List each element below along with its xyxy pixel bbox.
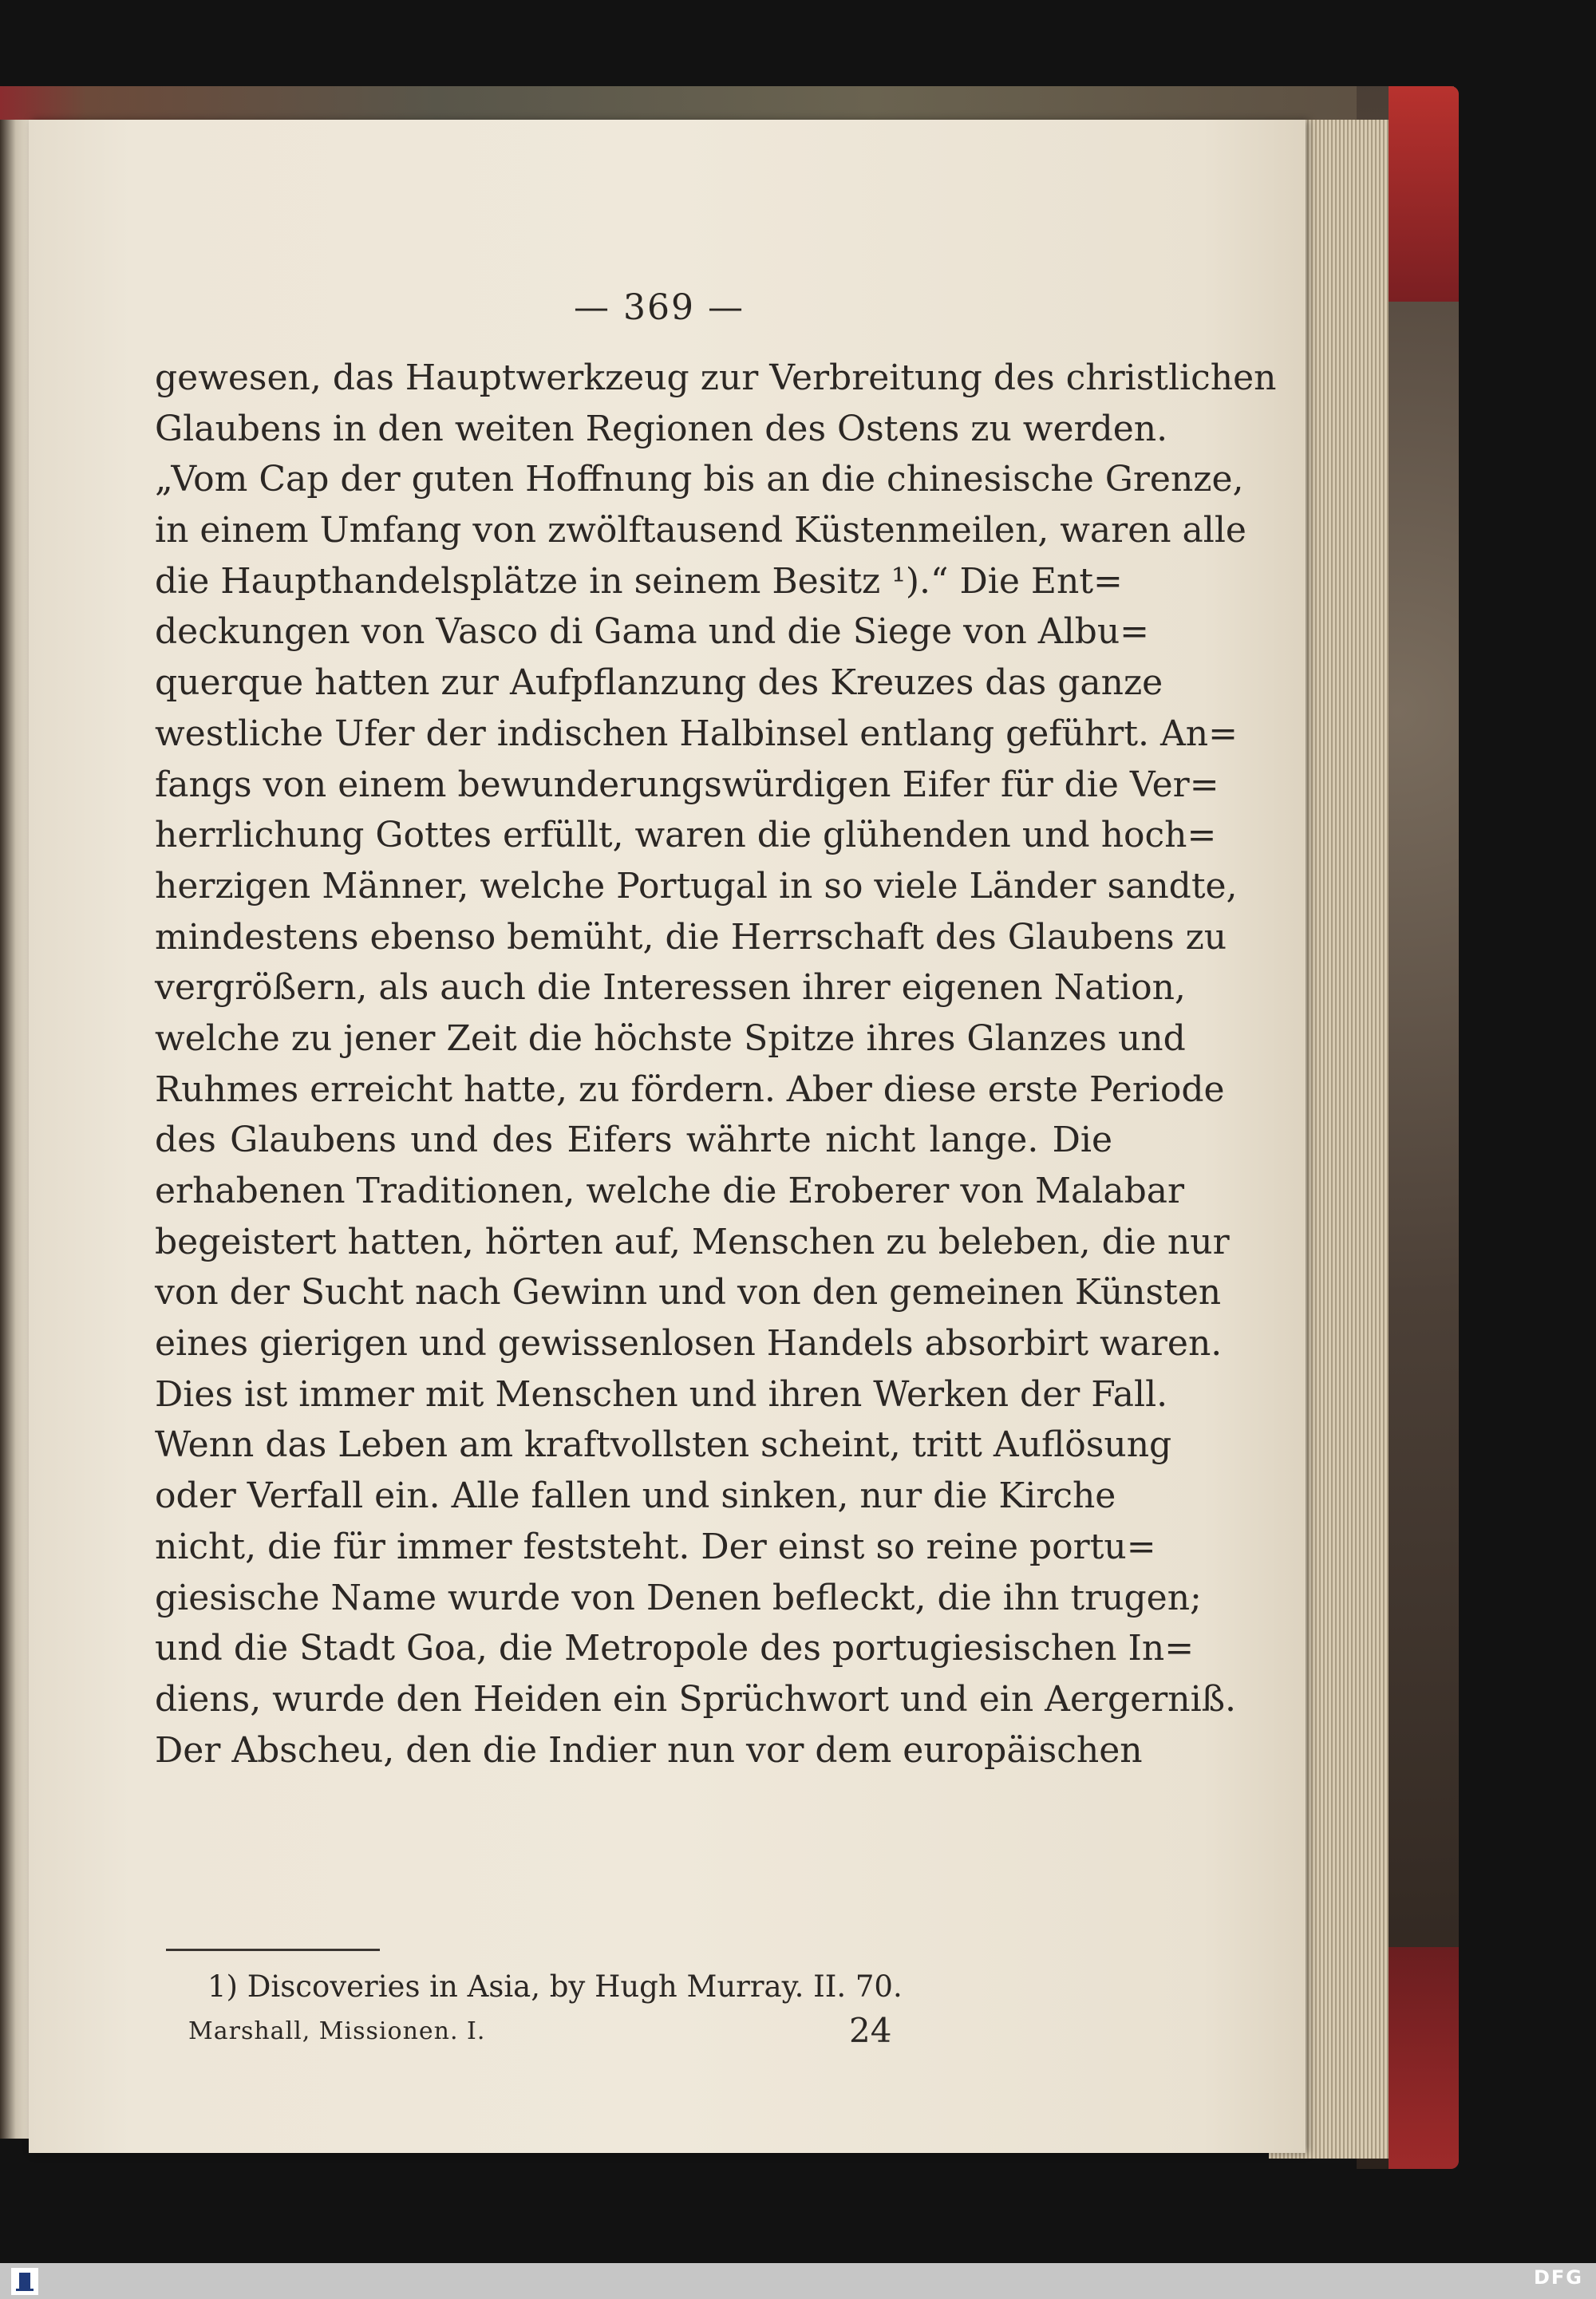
text-line: und die Stadt Goa, die Metropole des portugiesischen In= bbox=[155, 1628, 1195, 1669]
sheet-number: 24 bbox=[849, 2011, 892, 2050]
text-line: herzigen Männer, welche Portugal in so viele Länder sandte, bbox=[155, 865, 1238, 907]
book-corner-top bbox=[1389, 86, 1459, 302]
text-line: die Haupthandelsplätze in seinem Besitz ¹).“ Die Ent= bbox=[155, 560, 1123, 602]
text-line: Der Abscheu, den die Indier nun vor dem europäischen bbox=[155, 1729, 1143, 1771]
footnote-divider bbox=[166, 1949, 380, 1951]
viewer-bottom-bar bbox=[0, 2263, 1596, 2299]
text-line: welche zu jener Zeit die höchste Spitze ihres Glanzes und bbox=[155, 1017, 1186, 1059]
text-line: eines gierigen und gewissenlosen Handels absorbirt waren. bbox=[155, 1323, 1223, 1365]
text-line: nicht, die für immer feststeht. Der einst so reine portu= bbox=[155, 1526, 1156, 1567]
text-line: gewesen, das Hauptwerkzeug zur Verbreitung des christlichen bbox=[155, 357, 1277, 398]
text-line: begeistert hatten, hörten auf, Menschen zu beleben, die nur bbox=[155, 1221, 1230, 1262]
text-line: diens, wurde den Heiden ein Sprüchwort und ein Aergerniß. bbox=[155, 1678, 1237, 1720]
text-line: westliche Ufer der indischen Halbinsel entlang geführt. An= bbox=[155, 713, 1238, 754]
text-line: in einem Umfang von zwölftausend Küstenmeilen, waren alle bbox=[155, 510, 1246, 551]
text-line: vergrößern, als auch die Interessen ihrer eigenen Nation, bbox=[155, 967, 1186, 1009]
text-line: des Glaubens und des Eifers währte nicht lange. Die bbox=[155, 1120, 1112, 1161]
library-logo-icon bbox=[11, 2268, 38, 2295]
text-line: giesische Name wurde von Denen befleckt, die ihn trugen; bbox=[155, 1577, 1202, 1618]
text-line: Wenn das Leben am kraftvollsten scheint, tritt Auflösung bbox=[155, 1424, 1172, 1466]
text-line: fangs von einem bewunderungswürdigen Eifer für die Ver= bbox=[155, 764, 1219, 805]
text-line: deckungen von Vasco di Gama und die Siege von Albu= bbox=[155, 611, 1150, 653]
text-line: Glaubens in den weiten Regionen des Ostens zu werden. bbox=[155, 408, 1168, 449]
text-line: erhabenen Traditionen, welche die Eroberer von Malabar bbox=[155, 1171, 1185, 1211]
dfg-logo: DFG bbox=[1533, 2266, 1583, 2289]
footnote: 1) Discoveries in Asia, by Hugh Murray. II. 70. bbox=[207, 1969, 903, 2004]
text-line: Dies ist immer mit Menschen und ihren Werken der Fall. bbox=[155, 1373, 1168, 1415]
body-text bbox=[155, 353, 1277, 1776]
text-line: querque hatten zur Aufpflanzung des Kreuzes das ganze bbox=[155, 662, 1163, 704]
text-line: mindestens ebenso bemüht, die Herrschaft des Glaubens zu bbox=[155, 916, 1227, 958]
text-line: von der Sucht nach Gewinn und von den gemeinen Künsten bbox=[155, 1272, 1222, 1313]
book-page bbox=[29, 120, 1306, 2153]
book-corner-bottom bbox=[1389, 1947, 1459, 2169]
text-line: „Vom Cap der guten Hoffnung bis an die chinesische Grenze, bbox=[155, 459, 1244, 500]
text-line: Ruhmes erreicht hatte, zu fördern. Aber diese erste Periode bbox=[155, 1069, 1225, 1110]
signature-mark: Marshall, Missionen. I. bbox=[188, 2017, 486, 2045]
page-number: — 369 — bbox=[574, 287, 745, 328]
text-line: herrlichung Gottes erfüllt, waren die glühenden und hoch= bbox=[155, 815, 1217, 856]
book-gutter bbox=[0, 120, 29, 2139]
text-line: oder Verfall ein. Alle fallen und sinken, nur die Kirche bbox=[155, 1475, 1116, 1517]
